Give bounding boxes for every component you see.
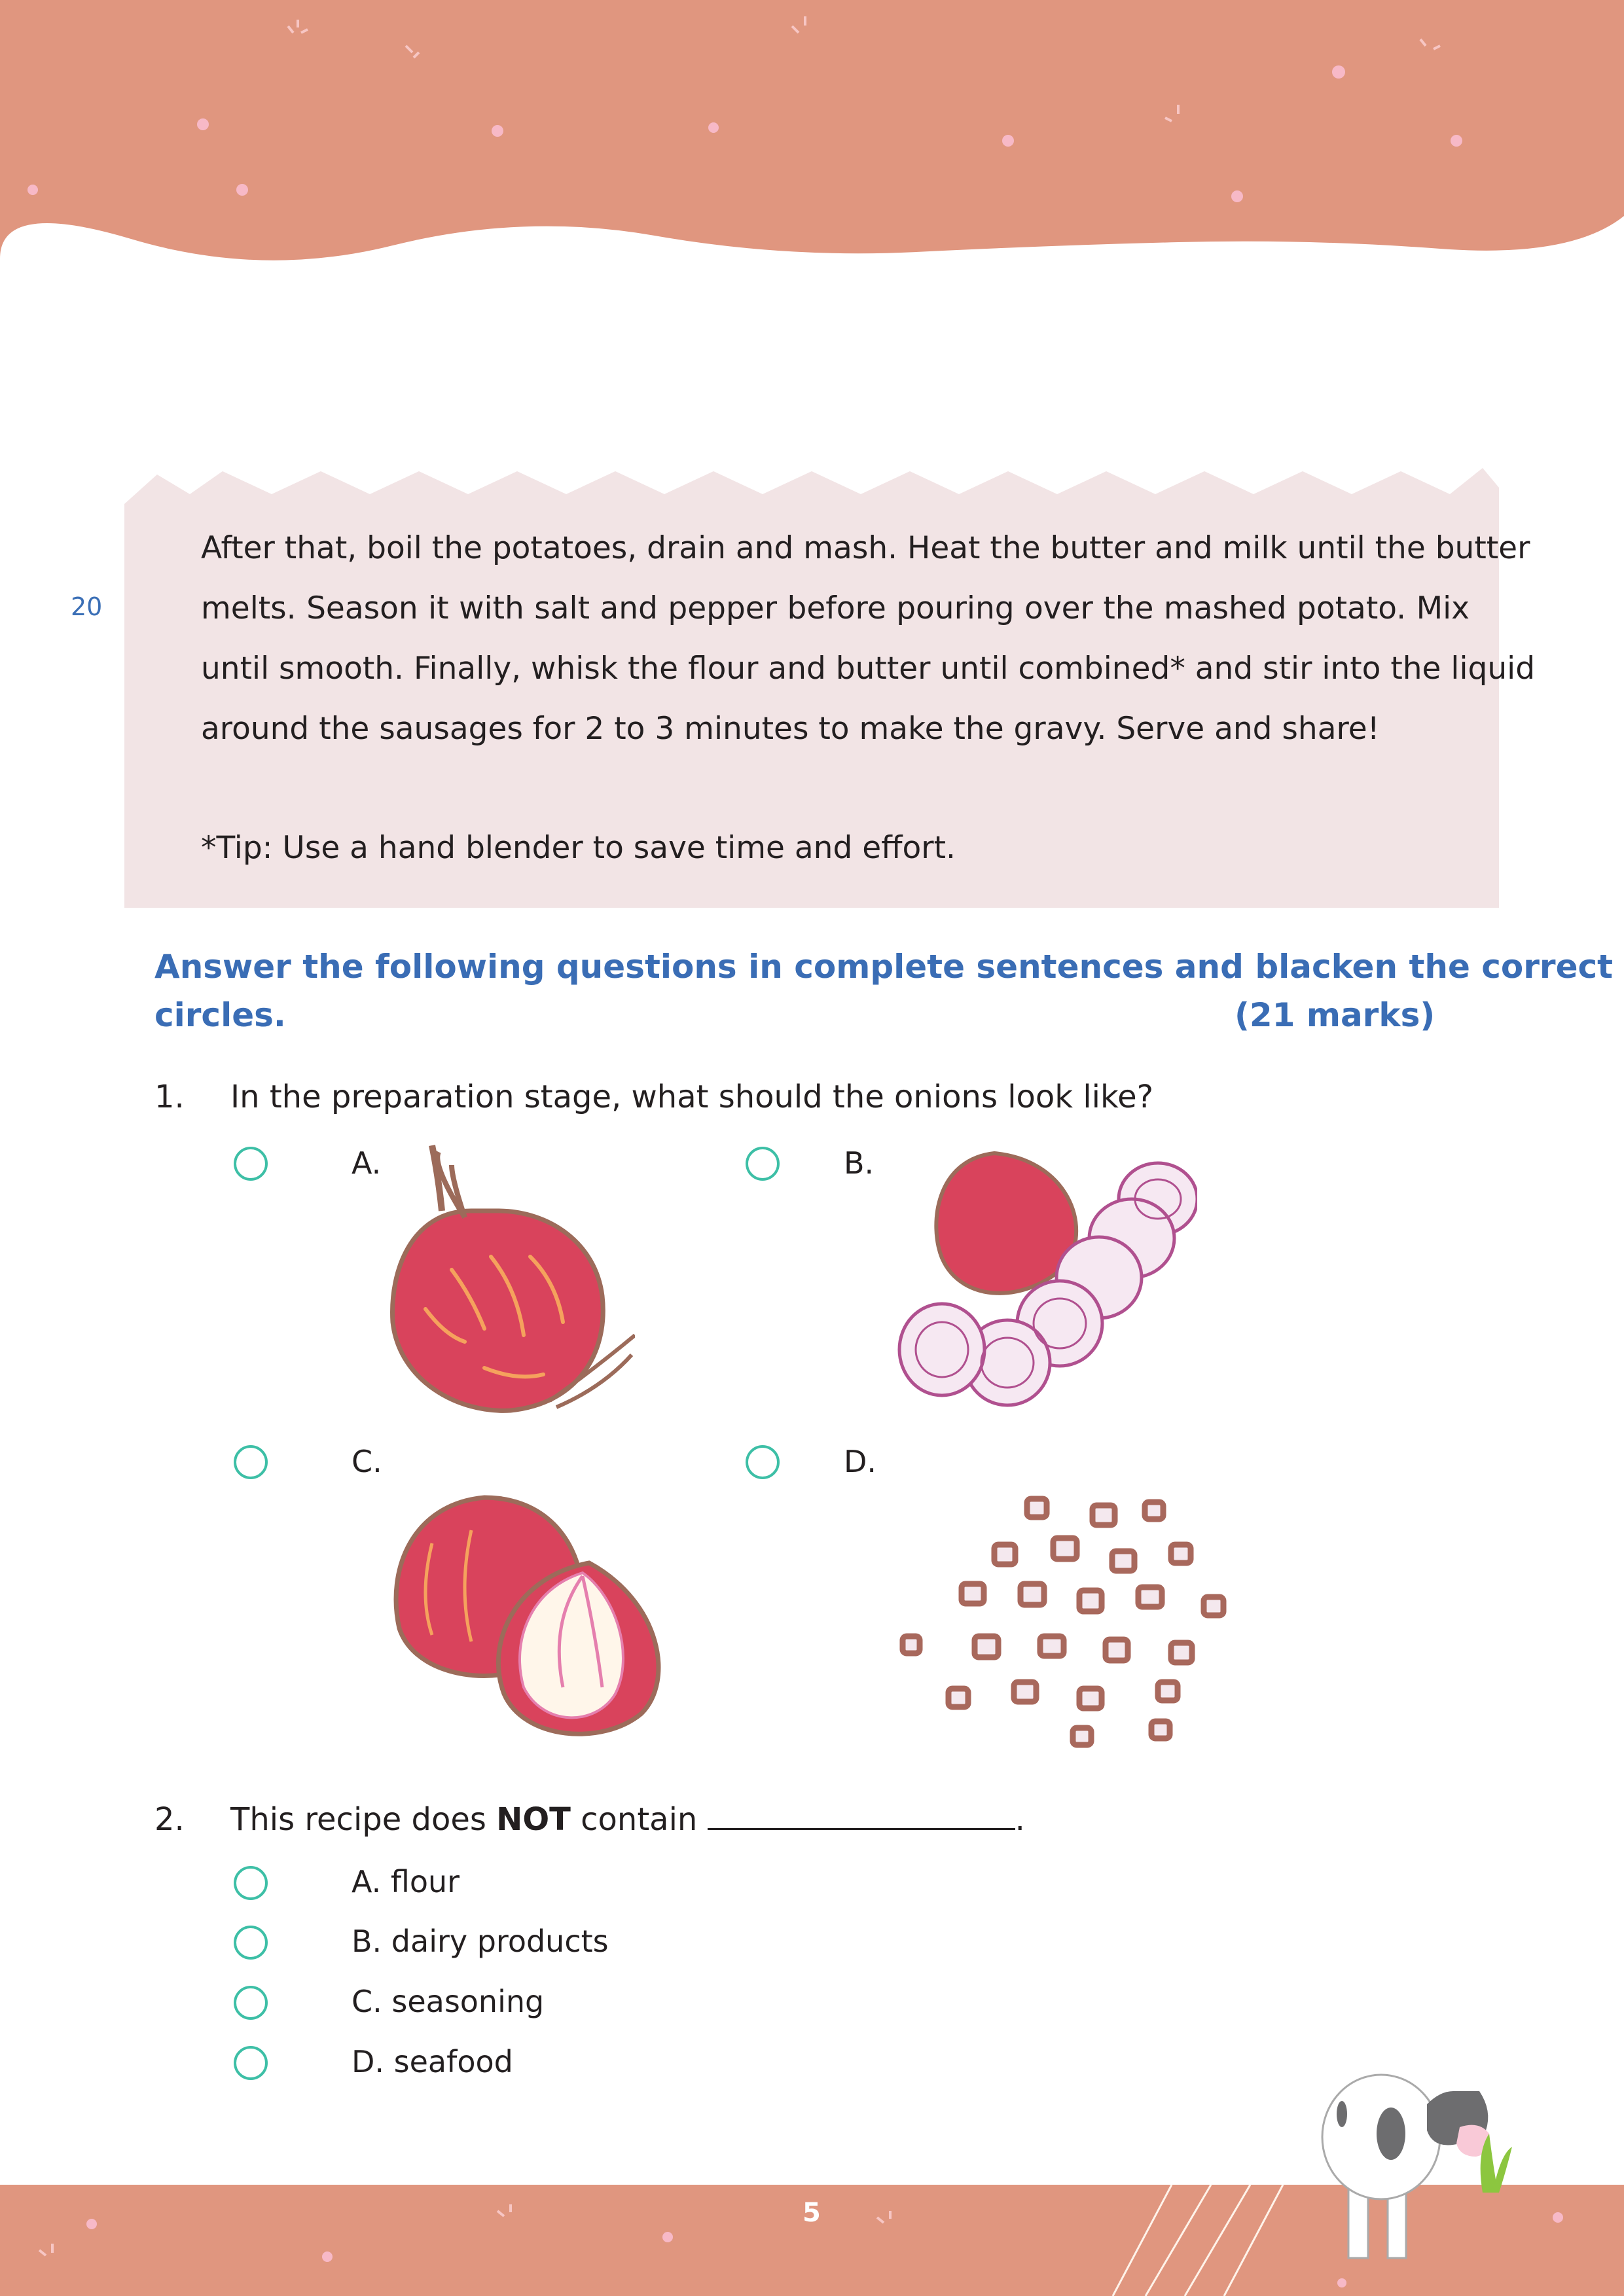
answer-circle-2a[interactable] (234, 1866, 268, 1900)
option-label: D. seafood (352, 2044, 513, 2079)
option-label: C. seasoning (352, 1984, 545, 2019)
diced-onion-image (896, 1486, 1276, 1754)
top-decorative-banner (0, 0, 1624, 262)
passage-tip: *Tip: Use a hand blender to save time and effort. (201, 830, 956, 866)
answer-circle-1b[interactable] (746, 1147, 780, 1181)
passage-line: around the sausages for 2 to 3 minutes to make the gravy. Serve and share! (201, 711, 1380, 747)
answer-circle-1c[interactable] (234, 1445, 268, 1479)
option-label: B. (844, 1145, 875, 1181)
page-number: 5 (803, 2198, 821, 2228)
question-text-part: contain (570, 1801, 698, 1838)
instructions-heading: Answer the following questions in complete sentences and blacken the correct (154, 948, 1614, 986)
whole-onion-image (386, 1139, 635, 1420)
question-number: 2. (154, 1801, 185, 1838)
answer-circle-2c[interactable] (234, 1986, 268, 2020)
passage-line: melts. Season it with salt and pepper before pouring over the mashed potato. Mix (201, 590, 1470, 626)
question-text-part: This recipe does (230, 1801, 497, 1838)
option-label: B. dairy products (352, 1924, 609, 1959)
answer-circle-1a[interactable] (234, 1147, 268, 1181)
passage-line: After that, boil the potatoes, drain and mash. Heat the butter and milk until the butter (201, 530, 1530, 566)
question-number: 1. (154, 1079, 185, 1115)
question-text: In the preparation stage, what should the onions look like? (230, 1079, 1154, 1115)
question-text-end: . (1015, 1801, 1025, 1838)
option-label: A. flour (352, 1864, 460, 1899)
question-text (230, 1801, 1025, 1838)
question-emphasis: NOT (496, 1801, 571, 1838)
cow-illustration (1296, 2068, 1558, 2265)
instructions-heading-cont: circles. (154, 996, 286, 1034)
answer-circle-2b[interactable] (234, 1926, 268, 1960)
option-label: C. (352, 1444, 382, 1479)
answer-circle-2d[interactable] (234, 2046, 268, 2080)
answer-blank (708, 1802, 1015, 1830)
option-label: D. (844, 1444, 877, 1479)
passage-line: until smooth. Finally, whisk the flour and butter until combined* and stir into the liquid (201, 651, 1536, 687)
line-number: 20 (71, 592, 103, 621)
option-label: A. (352, 1145, 382, 1181)
answer-circle-1d[interactable] (746, 1445, 780, 1479)
halved-onion-image (386, 1491, 668, 1746)
sliced-onion-image (896, 1147, 1197, 1422)
marks-label: (21 marks) (1235, 996, 1435, 1034)
